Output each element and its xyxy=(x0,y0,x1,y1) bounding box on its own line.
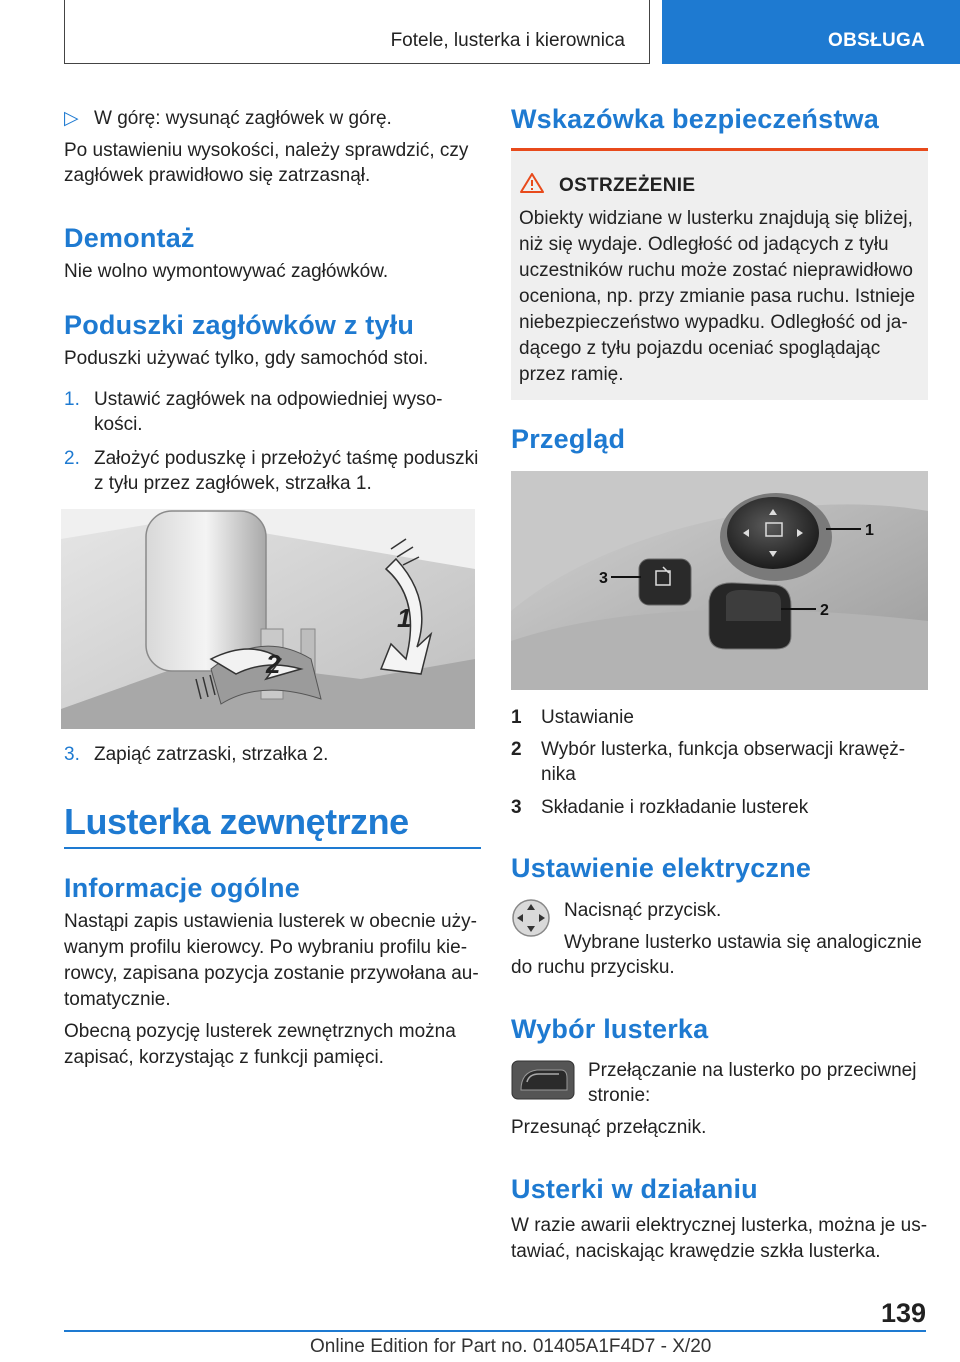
paragraph-line: Przesunąć przełącznik. xyxy=(511,1117,707,1138)
heading-wskazowka: Wskazówka bezpieczeństwa xyxy=(511,104,879,134)
paragraph-line: do ruchu przycisku. xyxy=(511,957,675,978)
warning-title: OSTRZEŻENIE xyxy=(559,175,696,196)
warning-line: Obiekty widziane w lusterku znajdują się bliżej, xyxy=(519,208,913,229)
paragraph-line: Nacisnąć przycisk. xyxy=(564,900,722,921)
warning-box xyxy=(511,151,928,400)
bullet-triangle-icon: ▷ xyxy=(64,108,79,129)
heading-underline xyxy=(64,847,481,849)
paragraph-line: Przełączanie na lusterko po przeciwnej xyxy=(588,1060,917,1081)
chapter-tab-label: OBSŁUGA xyxy=(828,30,926,51)
mirror-adjust-button-icon xyxy=(511,897,551,939)
headrest-illustration xyxy=(61,509,475,729)
page-number: 139 xyxy=(880,1298,926,1328)
paragraph-line: stronie: xyxy=(588,1085,651,1106)
mirror-controls-figure xyxy=(511,471,928,690)
step-number: 2. xyxy=(64,448,80,469)
paragraph-line: Wybrane lusterko ustawia się analogicznie xyxy=(564,932,922,953)
step-text: Założyć poduszkę i przełożyć taśmę poduszki xyxy=(94,448,479,469)
heading-usterki: Usterki w działaniu xyxy=(511,1174,758,1204)
paragraph-line: Obecną pozycję lusterek zewnętrznych można xyxy=(64,1021,456,1042)
legend-number: 3 xyxy=(511,797,522,818)
paragraph-line: W razie awarii elektrycznej lusterka, można je us- xyxy=(511,1215,928,1236)
warning-line: niż się wydaje. Odległość od jadących z tyłu xyxy=(519,234,889,255)
warning-line: dącego z tyłu pojazdu oceniać spoglądając xyxy=(519,338,881,359)
heading-demontaz: Demontaż xyxy=(64,223,195,253)
chapter-tab[interactable] xyxy=(662,0,960,64)
step-text: Zapiąć zatrzaski, strzałka 2. xyxy=(94,744,329,765)
heading-poduszki: Poduszki zagłówków z tyłu xyxy=(64,310,415,340)
paragraph-line: rowcy, zapisana pozycja zostanie przywołana au- xyxy=(64,963,479,984)
bullet-text: W górę: wysunąć zagłówek w górę. xyxy=(94,108,392,129)
paragraph-line: Nastąpi zapis ustawienia lusterek w obecnie uży- xyxy=(64,911,477,932)
callout-1: 1 xyxy=(865,522,874,539)
section-title: Fotele, lusterka i kierownica xyxy=(390,30,625,51)
paragraph-line: Poduszki używać tylko, gdy samochód stoi. xyxy=(64,348,429,369)
heading-informacje: Informacje ogólne xyxy=(64,873,300,903)
legend-number: 2 xyxy=(511,739,522,760)
mirror-controls-illustration xyxy=(511,471,928,690)
callout-2: 2 xyxy=(820,602,829,619)
heading-wybor: Wybór lusterka xyxy=(511,1014,709,1044)
paragraph-line: Po ustawieniu wysokości, należy sprawdzić, czy xyxy=(64,140,469,161)
step-text: Ustawić zagłówek na odpowiedniej wyso- xyxy=(94,389,443,410)
figure-arrow-label-2: 2 xyxy=(266,649,281,679)
legend-text: nika xyxy=(541,764,576,785)
headrest-cushion-figure xyxy=(61,509,475,729)
header-section-box xyxy=(64,0,650,64)
paragraph-line: tawiać, naciskając krawędzie szkła lusterka. xyxy=(511,1241,881,1262)
paragraph-line: wanym profilu kierowcy. Po wybraniu profilu kie- xyxy=(64,937,468,958)
heading-przeglad: Przegląd xyxy=(511,424,626,454)
step-text: z tyłu przez zagłówek, strzałka 1. xyxy=(94,473,372,494)
mirror-selector-switch-icon xyxy=(511,1060,575,1100)
figure-arrow-label-1: 1 xyxy=(397,603,412,633)
step-number: 1. xyxy=(64,389,80,410)
paragraph-line: zagłówek prawidłowo się zatrzasnął. xyxy=(64,165,371,186)
paragraph-line: Nie wolno wymontowywać zagłówków. xyxy=(64,261,389,282)
paragraph-line: tomatycznie. xyxy=(64,989,171,1010)
legend-text: Ustawianie xyxy=(541,707,634,728)
warning-triangle-icon xyxy=(520,173,544,193)
warning-line: oceniona, np. przy zmianie pasa ruchu. Istnieje xyxy=(519,286,916,307)
paragraph-line: zapisać, korzystając z funkcji pamięci. xyxy=(64,1047,384,1068)
footer-rule xyxy=(64,1330,926,1332)
warning-line: niebezpieczeństwo wypadku. Odległość od ja- xyxy=(519,312,908,333)
legend-text: Składanie i rozkładanie lusterek xyxy=(541,797,809,818)
legend-text: Wybór lusterka, funkcja obserwacji krawęż- xyxy=(541,739,906,760)
heading-ustawienie: Ustawienie elektryczne xyxy=(511,853,812,883)
step-number: 3. xyxy=(64,744,80,765)
step-text: kości. xyxy=(94,414,143,435)
footer-edition: Online Edition for Part no. 01405A1F4D7 - X/20 xyxy=(310,1336,712,1357)
heading-lusterka-zewnetrzne: Lusterka zewnętrzne xyxy=(64,801,409,842)
callout-3: 3 xyxy=(599,570,608,587)
warning-line: przez ramię. xyxy=(519,364,624,385)
warning-line: uczestników ruchu może zostać nieprawidłowo xyxy=(519,260,913,281)
legend-number: 1 xyxy=(511,707,522,728)
